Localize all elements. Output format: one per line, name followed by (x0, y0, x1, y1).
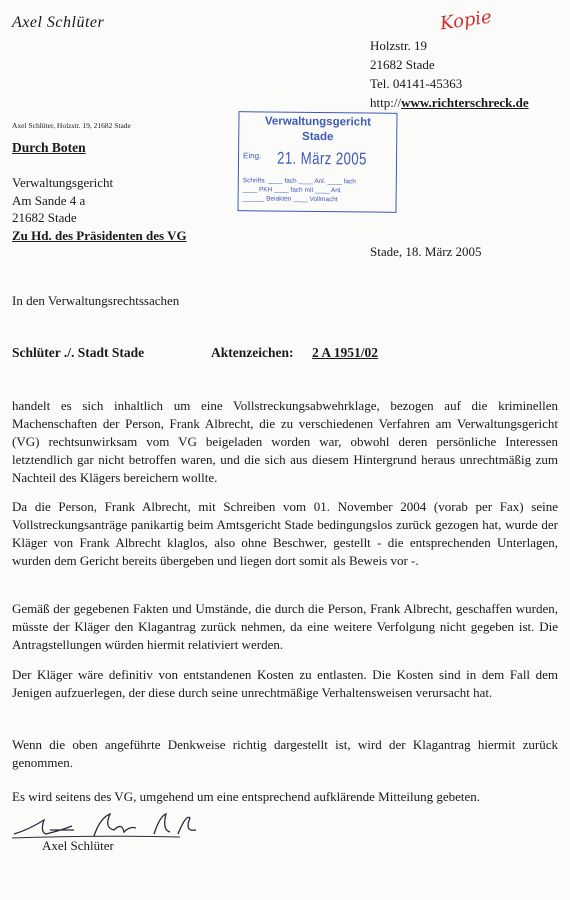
recipient-attention: Zu Hd. des Präsidenten des VG (12, 227, 187, 243)
body-paragraph-2: Da die Person, Frank Albrecht, mit Schreiben vom 01. November 2004 (vorab per Fax) seine Vollstreckungsanträge panikartig beim Amtsgericht Stade bedingungslos zurück gezogen hat, wurde der Kläger von Frank Albrecht klaglos, also ohne Beschwer, gestellt - die entsprechenden Unterlagen, wurden dem Gericht bereits übergeben und liegen dort somit als Beweis vor -. (12, 499, 558, 568)
recipient-line3: 21682 Stade (12, 210, 77, 225)
sender-street: Holzstr. 19 (370, 38, 428, 53)
body-paragraph-4: Der Kläger wäre definitiv von entstandenen Kosten zu entlasten. Die Kosten sind in dem Fall dem Jenigen aufzuerlegen, der diese durch seine unrechtmäßige Verhaltensweisen verursacht hat. (12, 667, 558, 700)
sender-website[interactable] (370, 93, 529, 112)
sender-address-block (370, 36, 529, 112)
stamp-title-line2: Stade (302, 130, 334, 144)
return-address-line: Axel Schlüter, Holzstr. 19, 21682 Stade (12, 121, 131, 130)
stamp-eing-label: Eing. (243, 151, 262, 161)
body-paragraph-6: Es wird seitens des VG, umgehend um eine entsprechend aufklärende Mitteilung gebeten. (12, 789, 480, 804)
handwritten-signature (10, 808, 200, 842)
stamp-line2: ____ PKH ____ fach mit ____ Anl. (242, 186, 343, 195)
case-number: 2 A 1951/02 (312, 345, 379, 360)
recipient-line2: Am Sande 4 a (12, 192, 86, 208)
website-prefix: http:// (370, 95, 402, 110)
case-label: Aktenzeichen: (211, 345, 294, 360)
stamp-title-line1: Verwaltungsgericht (264, 115, 372, 129)
signature-name: Axel Schlüter (42, 838, 114, 853)
stamp-form-lines (243, 176, 356, 204)
sender-city: 21682 Stade (370, 57, 435, 72)
body-paragraph-1: handelt es sich inhaltlich um eine Vollstreckungsabwehrklage, bezogen auf die kriminellen Machenschaften der Person, Frank Albrecht, die zu verschiedenen Verfahren am Verwaltungsgericht (VG) rechtsunwirksam vom VG beigeladen worden war, obwohl deren persönliche Interessen letztendlich gar nicht betroffen waren, und die sich aus diesem Hintergrund heraus unrechtmäßig zum Nachteil des Klägers bereichern wollte. (12, 398, 558, 485)
court-received-stamp (237, 111, 397, 213)
body-paragraph-3: Gemäß der gegebenen Fakten und Umstände, die durch die Person, Frank Albrecht, geschaffen wurden, müsste der Kläger den Klagantrag zurück nehmen, da eine weitere Verfolgung nicht gegeben ist. Die Antragstellungen würden hiermit relativiert werden. (12, 601, 558, 652)
case-parties: Schlüter ./. Stadt Stade (12, 345, 145, 360)
recipient-line1: Verwaltungsgericht (12, 175, 114, 190)
stamp-line3: ______ Beiakten ____ Vollmacht (242, 195, 338, 204)
recipient-address-block (12, 174, 187, 244)
sender-name-heading: Axel Schlüter (12, 14, 105, 31)
intro-line: In den Verwaltungsrechtssachen (12, 293, 180, 308)
stamp-line1: Schrifts. ____ fach ____ Anl. ____ fach (242, 177, 356, 186)
stamp-date: 21. März 2005 (276, 148, 367, 169)
sender-phone: Tel. 04141-45363 (370, 76, 463, 91)
handwritten-kopie-note: Kopie (438, 6, 493, 35)
body-paragraph-5: Wenn die oben angeführte Denkweise richtig dargestellt ist, wird der Klagantrag hiermit zurück genommen. (12, 737, 558, 770)
website-domain: www.richterschreck.de (401, 95, 529, 110)
letter-date: Stade, 18. März 2005 (370, 244, 482, 259)
delivery-method: Durch Boten (12, 140, 86, 155)
